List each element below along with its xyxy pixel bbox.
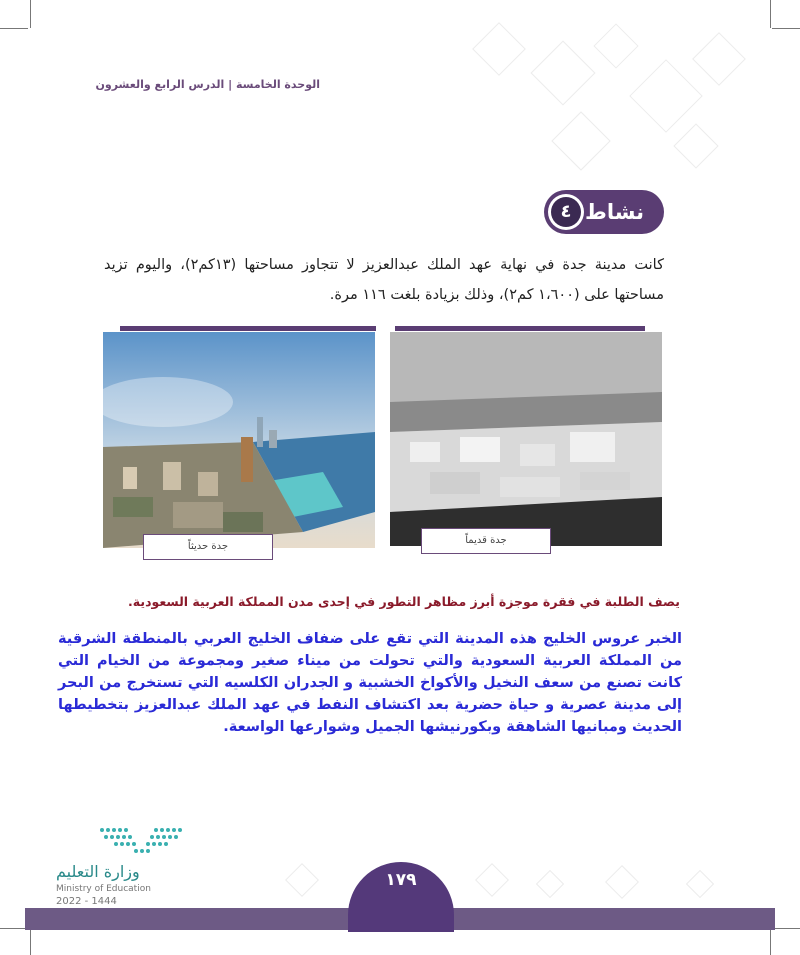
decorative-square xyxy=(536,870,564,898)
student-answer: الخبر عروس الخليج هذه المدينة التي تقع على ضفاف الخليج العربي بالمنطقة الشرقية من المملكة العربية السعودية والتي تحولت من ميناء صغير ومجموعة من الخيام التي كانت تصنع من سعف النخيل والأكواخ الخشبية و الجدران الكلسيه التي تستخرج من البحر إلى مدينة عصرية و حياة حضرية بعد اكتشاف النفط في عهد الملك عبدالعزيز بتخطيطها الحديث ومبانيها الشاهقة وبكورنيشها الجميل وشوارعها الواسعة. xyxy=(58,631,682,735)
crop-mark xyxy=(30,0,31,28)
activity-instruction: يصف الطلبة في فقرة موجزة أبرز مظاهر التطور في إحدى مدن المملكة العربية السعودية. xyxy=(128,594,680,609)
decorative-square xyxy=(593,23,638,68)
crop-mark xyxy=(770,0,771,28)
modern-city-image xyxy=(103,332,375,548)
old-city-image xyxy=(390,332,662,546)
crop-mark xyxy=(772,928,800,929)
decorative-square xyxy=(530,40,595,105)
decorative-square xyxy=(692,32,746,86)
activity-paragraph: كانت مدينة جدة في نهاية عهد الملك عبدالعزيز لا تتجاوز مساحتها (١٣كم٢)، واليوم تزيد مساحتها على (١،٦٠٠ كم٢)، وذلك بزيادة بلغت ١١٦ مرة. xyxy=(104,257,665,303)
activity-number: ٤ xyxy=(551,197,581,227)
photo-top-bar xyxy=(120,326,376,331)
activity-badge xyxy=(544,190,664,234)
activity-label: نشاط xyxy=(585,200,644,224)
crop-mark xyxy=(772,28,800,29)
photo-top-bar xyxy=(395,326,645,331)
decorative-square xyxy=(629,59,703,133)
ministry-name-ar: وزارة التعليم xyxy=(56,862,140,881)
caption-modern: جدة حديثاً xyxy=(143,534,273,560)
decorative-square xyxy=(472,22,526,76)
decorative-square xyxy=(551,111,610,170)
unit-lesson-header: الوحدة الخامسة | الدرس الرابع والعشرون xyxy=(95,78,320,91)
decorative-square xyxy=(285,863,319,897)
crop-mark xyxy=(770,930,771,955)
crop-mark xyxy=(0,928,28,929)
logo-dots-icon xyxy=(96,826,188,856)
decorative-square xyxy=(475,863,509,897)
decorative-square xyxy=(673,123,718,168)
caption-old: جدة قديماً xyxy=(421,528,551,554)
crop-mark xyxy=(30,930,31,955)
photo-jeddah-modern xyxy=(103,332,375,548)
crop-mark xyxy=(0,28,28,29)
photo-jeddah-old xyxy=(390,332,662,546)
ministry-name-en: Ministry of Education xyxy=(56,884,151,894)
edition-year: 2022 - 1444 xyxy=(56,896,117,907)
decorative-square xyxy=(605,865,639,899)
ministry-logo-dots xyxy=(96,826,188,856)
activity-number-circle xyxy=(548,194,584,230)
page-number: ١٧٩ xyxy=(385,870,417,890)
decorative-square xyxy=(686,870,714,898)
